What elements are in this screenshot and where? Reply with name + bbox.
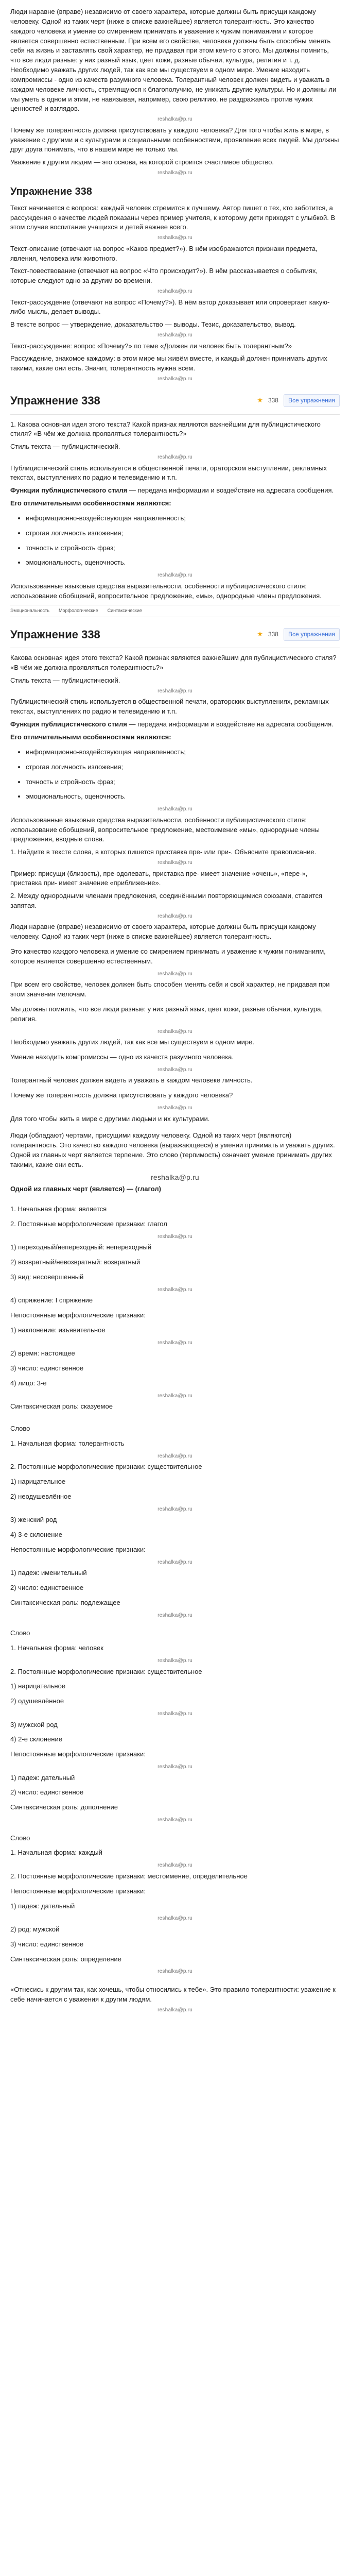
morph-intro: Люди (обладают) чертами, присущими каждому человеку. Одной из таких черт (являются) толерантность. Это качество каждого человека (выражающееся) в умении принимать и уважать других. Одной из главных черт является терпение. Это слово (терпимость) означает умение принимать других такими, какие они есть. bbox=[10, 1131, 335, 1168]
morph-item: 2) род: мужской bbox=[10, 1925, 60, 1933]
list-item: • эмоциональность, оценочность. bbox=[26, 558, 340, 568]
answer-text: Стиль текста — публицистический. bbox=[10, 443, 120, 451]
intro-section bbox=[10, 7, 340, 177]
morph-item: 4) спряжение: I спряжение bbox=[10, 1296, 93, 1304]
exercise-header bbox=[10, 624, 340, 649]
watermark: reshalka@p.ru bbox=[157, 2007, 192, 2013]
function-text: — передача информации и воздействие на адресата сообщения. bbox=[129, 486, 334, 495]
morph-item: Непостоянные морфологические признаки: bbox=[10, 1887, 146, 1895]
watermark: reshalka@p.ru bbox=[157, 860, 192, 866]
answer-sentence: Люди наравне (вправе) независимо от своего характера, которые должны быть присущи каждому человеку. Одной из таких черт (ниже в списке важнейшее) является толерантность. bbox=[10, 923, 316, 941]
function-label: Функции публицистического стиля bbox=[10, 486, 128, 495]
morph-item: 3) число: единственное bbox=[10, 1940, 84, 1948]
list-item: • информационно-воздействующая направленность; bbox=[26, 748, 340, 757]
morph-item: 2) время: настоящее bbox=[10, 1349, 75, 1358]
morph-item: 4) лицо: 3-е bbox=[10, 1379, 47, 1387]
function-title bbox=[10, 720, 340, 730]
morph-item: 3) женский род bbox=[10, 1516, 57, 1524]
answer-text: 2. Между однородными членами предложения, соединёнными повторяющимися союзами, ставится запятая. bbox=[10, 892, 322, 910]
morph-block-2 bbox=[10, 1424, 340, 1619]
morph-item: 3) вид: несовершенный bbox=[10, 1273, 84, 1281]
answer-sentence: При всем его свойстве, человек должен быть способен менять себя и свой характер, не придавая при этом значения мелочам. bbox=[10, 980, 330, 998]
morph-title: 1. Начальная форма: является bbox=[10, 1205, 107, 1213]
exercise-338-b bbox=[10, 391, 340, 617]
answer-sentence: Мы должны помнить, что все люди разные: у них разный язык, цвет кожи, разные обычаи, культура, религия. bbox=[10, 1005, 323, 1023]
exercise-number: 338 bbox=[268, 630, 278, 638]
answer-sentence: Необходимо уважать других людей, так как все мы существуем в одном мире. bbox=[10, 1038, 254, 1046]
list-item: • точность и стройность фраз; bbox=[26, 544, 340, 553]
exercise-text: Рассуждение, знакомое каждому: в этом мире мы живём вместе, и каждый должен принимать других такими, какие они есть. Значит, толерантность нужна всем. bbox=[10, 354, 327, 372]
morph-item: 2. Постоянные морфологические признаки: местоимение, определительное bbox=[10, 1872, 248, 1880]
function-title bbox=[10, 486, 340, 496]
morph-item: 1) переходный/непереходный: непереходный bbox=[10, 1243, 152, 1251]
watermark: reshalka@p.ru bbox=[157, 971, 192, 977]
watermark: reshalka@p.ru bbox=[157, 913, 192, 919]
table-col: Синтаксические bbox=[107, 608, 142, 614]
exercise-text: В тексте вопрос — утверждение, доказательство — выводы. Тезис, доказательство, вывод. bbox=[10, 320, 296, 329]
watermark: reshalka@p.ru bbox=[157, 1105, 192, 1111]
list-item: • информационно-воздействующая направленность; bbox=[26, 514, 340, 523]
exercise-title: Упражнение 338 bbox=[10, 628, 100, 641]
watermark: reshalka@p.ru bbox=[157, 1658, 192, 1664]
morph-item: 1) наклонение: изъявительное bbox=[10, 1326, 106, 1334]
answer-text: Публицистический стиль используется в общественной печати, ораторском выступлении, рекламных текстах, выступлениях по радио и телевидению и т.п. bbox=[10, 464, 327, 482]
morph-item: 2) одушевлённое bbox=[10, 1697, 64, 1705]
mini-table bbox=[10, 605, 340, 617]
intro-paragraph-3: Уважение к другим людям — это основа, на которой строится счастливое общество. bbox=[10, 158, 274, 166]
morph-title: Слово bbox=[10, 1629, 30, 1637]
morph-item: Синтаксическая роль: сказуемое bbox=[10, 1402, 113, 1411]
exercise-338-c bbox=[10, 624, 340, 1124]
answer-sentence: Это качество каждого человека и умение со смирением принимать и уважение к чужим пониманиям, которое является совершенно естественным. bbox=[10, 947, 326, 965]
morph-item: Непостоянные морфологические признаки: bbox=[10, 1311, 146, 1319]
features-list bbox=[10, 514, 340, 568]
question-text: Какова основная идея этого текста? Какой признак являются важнейшим для публицистического стиля? «В чём же должна проявляться толерантность?» bbox=[10, 654, 337, 672]
morph-item: 4) 3-е склонение bbox=[10, 1531, 62, 1539]
morph-item: 1. Начальная форма: человек bbox=[10, 1644, 103, 1652]
answer-sentence: Для того чтобы жить в мире с другими людьми и их культурами. bbox=[10, 1114, 210, 1123]
morph-item: Синтаксическая роль: подлежащее bbox=[10, 1599, 120, 1606]
answer-sentence: Умение находить компромиссы — одно из качеств разумного человека. bbox=[10, 1053, 234, 1061]
all-exercises-button[interactable]: Все упражнения bbox=[284, 394, 340, 407]
morph-item: 3) число: единственное bbox=[10, 1364, 84, 1372]
exercise-text: Текст-повествование (отвечают на вопрос «Что происходит?»). В нём рассказывается о событиях, которые следуют одно за другим во времени. bbox=[10, 267, 318, 285]
answer-text: 1. Найдите в тексте слова, в которых пишется приставка пре- или при-. Объясните правописание. bbox=[10, 848, 317, 856]
watermark: reshalka@p.ru bbox=[157, 289, 192, 295]
page-content bbox=[10, 0, 340, 2014]
watermark: reshalka@p.ru bbox=[157, 1286, 192, 1293]
morph-title: Слово bbox=[10, 1425, 30, 1433]
watermark: reshalka@p.ru bbox=[157, 1506, 192, 1512]
morph-item: 1. Начальная форма: толерантность bbox=[10, 1439, 125, 1447]
morph-item: 2) неодушевлённое bbox=[10, 1492, 72, 1500]
watermark: reshalka@p.ru bbox=[151, 1173, 199, 1181]
watermark: reshalka@p.ru bbox=[157, 235, 192, 241]
exercise-text: Текст-описание (отвечают на вопрос «Каков предмет?»). В нём изображаются признаки предмета, явления, человека или животного. bbox=[10, 244, 318, 262]
watermark: reshalka@p.ru bbox=[157, 376, 192, 382]
watermark: reshalka@p.ru bbox=[157, 1453, 192, 1459]
watermark: reshalka@p.ru bbox=[157, 1916, 192, 1922]
morph-item: 1. Начальная форма: каждый bbox=[10, 1849, 102, 1857]
watermark: reshalka@p.ru bbox=[157, 1817, 192, 1823]
watermark: reshalka@p.ru bbox=[157, 1559, 192, 1565]
exercise-header bbox=[10, 391, 340, 415]
table-col: Морфологические bbox=[58, 608, 98, 614]
question-text: 1. Какова основная идея этого текста? Какой признак являются важнейшим для публицистического стиля? «В чём же должна проявляться толерантность?» bbox=[10, 420, 321, 438]
watermark: reshalka@p.ru bbox=[157, 1233, 192, 1240]
morph-item: 2) число: единственное bbox=[10, 1584, 84, 1592]
watermark: reshalka@p.ru bbox=[157, 688, 192, 694]
exercise-text: Текст начинается с вопроса: каждый человек стремится к лучшему. Автор пишет о тех, кто заботится, а рассуждения о качестве людей показаны через пример учителя, к которому дети приходят с улыбкой. В этом случае воспитание учащихся и детей важнее всего. bbox=[10, 204, 336, 231]
exercise-title: Упражнение 338 bbox=[10, 185, 92, 197]
morph-item: 4) 2-е склонение bbox=[10, 1735, 62, 1743]
star-icon[interactable]: ★ bbox=[257, 396, 263, 404]
intro-paragraph-1: Люди наравне (вправе) независимо от своего характера, которые должны быть присущи каждому человеку. Одной из таких черт (ниже в списке важнейшее) является толерантность. Это качество каждого человека и умение со смирением принимать и уважение к чужим пониманиям и которое является совершенно естественным. При всем его свойстве, человека должны быть способны менять себя на жизнь и заставлять свой характер, не придавая при этом кем-то с этого. Мы должны помнить, что все люди разные: у них разный язык, цвет кожи, разные обычаи, культура, религия и т. д. Необходимо уважать других людей, так как все мы существуем в одном мире. Умение находить компромиссы - одно из качеств разумного человека. Толерантный человек должен видеть и уважать в каждом человеке личность, стремящуюся к благополучию, не унижать другие культуры. Но и должны ли мы уметь в одном и этим, не навязывая, например, свою религию, не раздражаясь против чужих ценностей и взглядов. bbox=[10, 8, 337, 113]
morph-item: 3) мужской род bbox=[10, 1720, 58, 1728]
morph-item: Непостоянные морфологические признаки: bbox=[10, 1545, 146, 1553]
exercise-338-a bbox=[10, 184, 340, 383]
answer-text: Использованные языковые средства выразительности, особенности публицистического стиля: использование обобщений, вопросительное предложение, «мы», однородные члены предложения. bbox=[10, 582, 322, 600]
morph-word-task: Одной из главных черт (является) — (глагол) bbox=[10, 1185, 161, 1193]
table-col: Эмоциональность bbox=[10, 608, 49, 614]
watermark: reshalka@p.ru bbox=[157, 454, 192, 461]
morph-item: 1) падеж: дательный bbox=[10, 1773, 75, 1782]
watermark: reshalka@p.ru bbox=[157, 1711, 192, 1717]
answer-text: Публицистический стиль используется в общественной печати, ораторских выступлениях, рекламных текстах, выступлениях по радио и телевидению и т.п. bbox=[10, 698, 329, 716]
morph-item: Непостоянные морфологические признаки: bbox=[10, 1750, 146, 1758]
morph-item: 2. Постоянные морфологические признаки: существительное bbox=[10, 1463, 202, 1471]
all-exercises-button[interactable]: Все упражнения bbox=[284, 628, 340, 641]
answer-text: Использованные языковые средства выразительности, особенности публицистического стиля: использование обобщений, вопросительное предложение, местоимение «мы», однородные члены предложения, вводные слова. bbox=[10, 816, 320, 843]
morph-item: 2) число: единственное bbox=[10, 1788, 84, 1797]
features-list bbox=[10, 748, 340, 802]
morph-block-4 bbox=[10, 1834, 340, 1976]
list-item: • строгая логичность изложения; bbox=[26, 529, 340, 538]
morph-item: Синтаксическая роль: дополнение bbox=[10, 1803, 118, 1811]
function-text: — передача информации и воздействие на адресата сообщения. bbox=[129, 720, 334, 728]
watermark: reshalka@p.ru bbox=[157, 1862, 192, 1869]
watermark: reshalka@p.ru bbox=[157, 1393, 192, 1399]
answer-text: Пример: присущи (близость), пре-одолевать, приставка пре- имеет значение «очень», «пере-», приставка при- имеет значение «приближение». bbox=[10, 869, 308, 887]
morph-item: 2) возвратный/невозвратный: возвратный bbox=[10, 1258, 141, 1266]
list-item: • строгая логичность изложения; bbox=[26, 762, 340, 772]
features-title: Его отличительными особенностями являются: bbox=[10, 499, 171, 507]
exercise-title: Упражнение 338 bbox=[10, 394, 100, 407]
list-item: • точность и стройность фраз; bbox=[26, 777, 340, 787]
watermark: reshalka@p.ru bbox=[157, 332, 192, 338]
exercise-text: Текст-рассуждение (отвечают на вопрос «Почему?»). В нём автор доказывает или опровергает какую-либо мысль, делает выводы. bbox=[10, 298, 330, 316]
watermark: reshalka@p.ru bbox=[157, 1066, 192, 1073]
morph-item: 1) нарицательное bbox=[10, 1682, 66, 1690]
answer-sentence: Почему же толерантность должна присутствовать у каждого человека? bbox=[10, 1091, 233, 1099]
watermark: reshalka@p.ru bbox=[157, 170, 192, 176]
answer-block bbox=[10, 922, 340, 1124]
function-label: Функция публицистического стиля bbox=[10, 720, 127, 728]
morph-item: 2. Постоянные морфологические признаки: существительное bbox=[10, 1667, 202, 1675]
list-item: • эмоциональность, оценочность. bbox=[26, 792, 340, 802]
morph-title: Слово bbox=[10, 1834, 30, 1842]
morph-item: Синтаксическая роль: определение bbox=[10, 1955, 121, 1963]
answer-text: Стиль текста — публицистический. bbox=[10, 676, 120, 685]
watermark: reshalka@p.ru bbox=[157, 116, 192, 123]
features-title: Его отличительными особенностями являются: bbox=[10, 733, 171, 741]
morph-item: 1) нарицательное bbox=[10, 1478, 66, 1486]
watermark: reshalka@p.ru bbox=[157, 806, 192, 812]
watermark: reshalka@p.ru bbox=[157, 1969, 192, 1975]
morph-block-1 bbox=[10, 1205, 340, 1412]
morph-section bbox=[10, 1131, 340, 2014]
watermark: reshalka@p.ru bbox=[157, 1340, 192, 1346]
morph-item: 1) падеж: именительный bbox=[10, 1569, 87, 1577]
morph-block-3 bbox=[10, 1629, 340, 1824]
watermark: reshalka@p.ru bbox=[157, 1764, 192, 1770]
answer-sentence: Толерантный человек должен видеть и уважать в каждом человеке личность. bbox=[10, 1076, 253, 1084]
intro-paragraph-2: Почему же толерантность должна присутствовать у каждого человека? Для того чтобы жить в мире, в уважение с другими и с культурами и социальными особенностями, проявление всех людей. Мы должны друг друга понимать, что в нашем мире не только мы. bbox=[10, 126, 339, 154]
morph-item: 1) падеж: дательный bbox=[10, 1902, 75, 1910]
star-icon[interactable]: ★ bbox=[257, 630, 263, 638]
watermark: reshalka@p.ru bbox=[157, 1028, 192, 1035]
watermark: reshalka@p.ru bbox=[157, 572, 192, 579]
watermark: reshalka@p.ru bbox=[157, 1612, 192, 1618]
morph-item: 2. Постоянные морфологические признаки: глагол bbox=[10, 1219, 167, 1228]
exercise-number: 338 bbox=[268, 396, 278, 404]
closing-text: «Отнесись к другим так, как хочешь, чтобы относились к тебе». Это правило толерантности: уважение к себе начинается с уважения к другим людям. bbox=[10, 1985, 336, 2003]
exercise-text: Текст-рассуждение: вопрос «Почему?» по теме «Должен ли человек быть толерантным?» bbox=[10, 342, 292, 350]
